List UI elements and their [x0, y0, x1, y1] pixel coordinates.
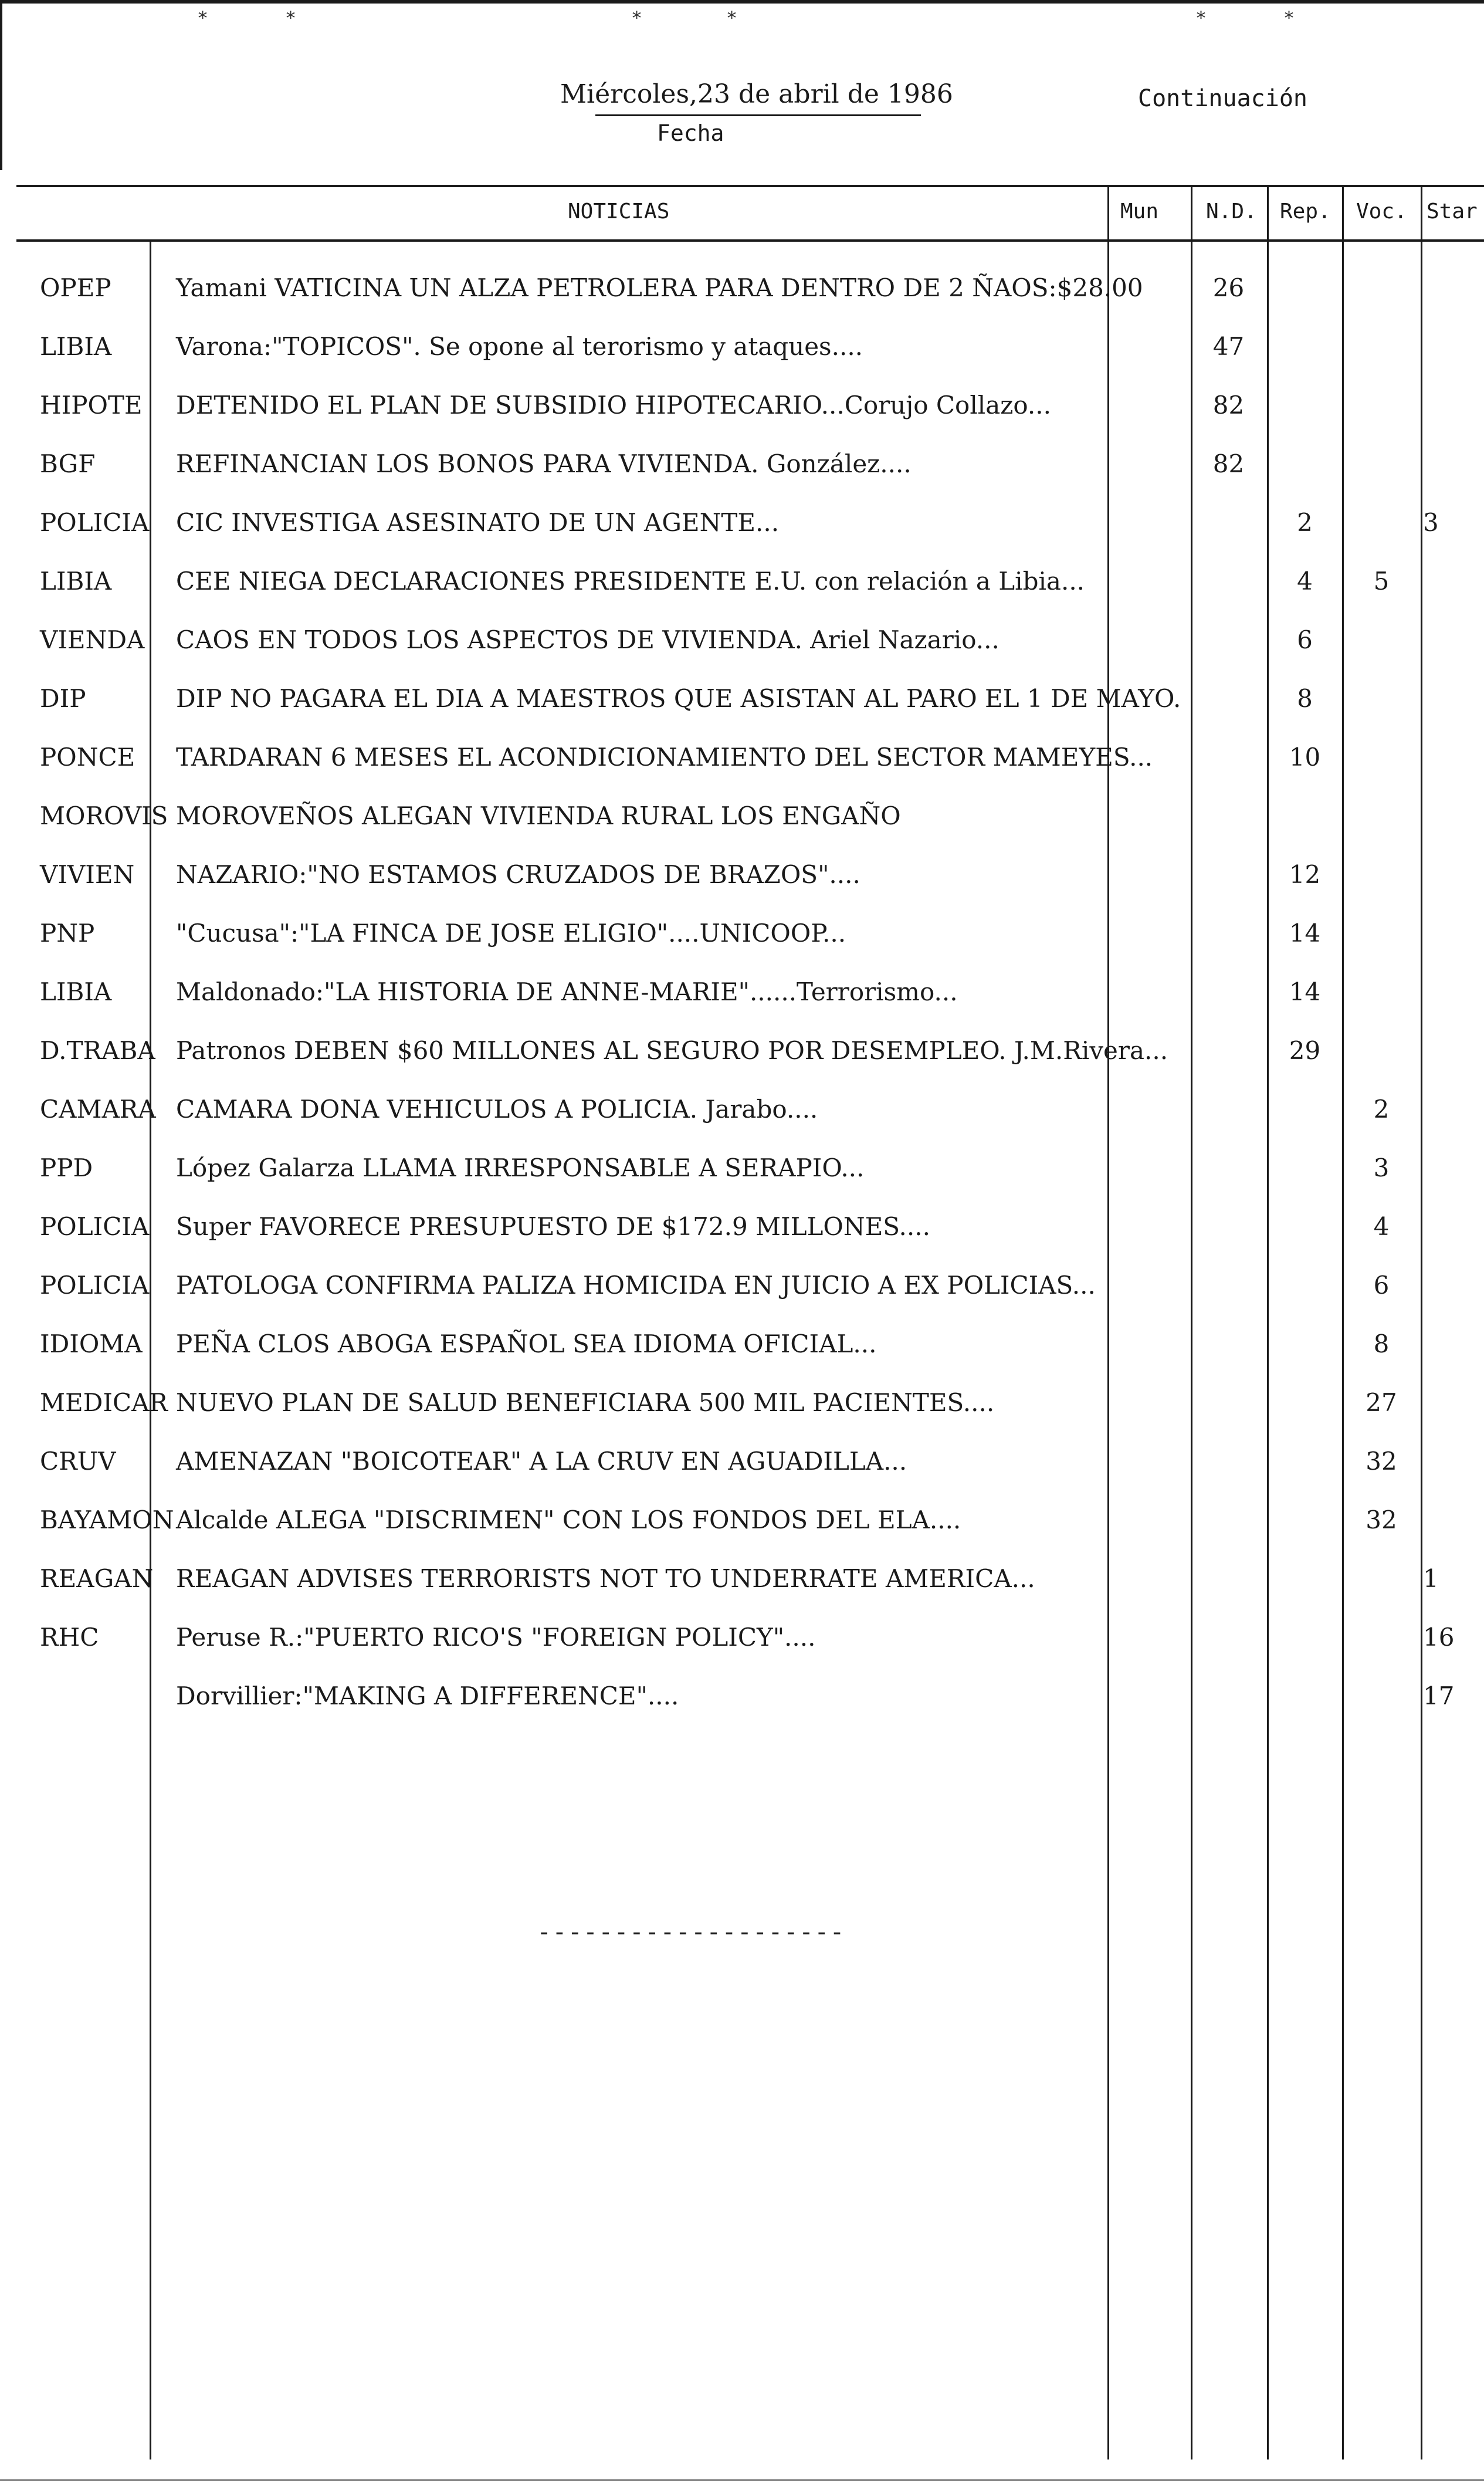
- row-voc-page: 2: [1373, 1095, 1390, 1124]
- table-row: [0, 625, 1484, 684]
- row-nd-page: 82: [1212, 391, 1245, 419]
- row-headline: CAOS EN TODOS LOS ASPECTOS DE VIVIENDA. Ariel Nazario...: [176, 625, 1000, 654]
- table-row: [0, 567, 1484, 625]
- row-label: LIBIA: [40, 567, 112, 596]
- scan-mark: *: [1197, 8, 1205, 29]
- row-headline: Maldonado:"LA HISTORIA DE ANNE-MARIE"......Terrorismo...: [176, 977, 958, 1006]
- row-headline: Peruse R.:"PUERTO RICO'S "FOREIGN POLICY"....: [176, 1623, 816, 1652]
- row-label: PONCE: [40, 743, 135, 772]
- row-label: OPEP: [40, 273, 111, 302]
- row-label: D.TRABA: [40, 1036, 155, 1065]
- row-headline: López Galarza LLAMA IRRESPONSABLE A SERAPIO...: [176, 1153, 865, 1182]
- row-headline: Patronos DEBEN $60 MILLONES AL SEGURO POR DESEMPLEO. J.M.Rivera...: [176, 1036, 1168, 1065]
- row-headline: TARDARAN 6 MESES EL ACONDICIONAMIENTO DEL SECTOR MAMEYES...: [176, 743, 1153, 772]
- table-header-rule: [16, 239, 1484, 242]
- row-headline: CAMARA DONA VEHICULOS A POLICIA. Jarabo....: [176, 1095, 818, 1124]
- row-label: MEDICAR: [40, 1388, 168, 1417]
- table-row: [0, 743, 1484, 801]
- table-row: [0, 684, 1484, 743]
- row-star-page: 16: [1423, 1623, 1455, 1652]
- table-row: [0, 1505, 1484, 1564]
- row-rep-page: 10: [1289, 743, 1321, 772]
- row-label: HIPOTE: [40, 391, 143, 419]
- row-voc-page: 32: [1366, 1447, 1397, 1476]
- row-headline: CIC INVESTIGA ASESINATO DE UN AGENTE...: [176, 508, 780, 537]
- table-row: [0, 273, 1484, 332]
- row-label: POLICIA: [40, 1271, 150, 1300]
- row-rep-page: 6: [1297, 625, 1313, 654]
- row-voc-page: 27: [1366, 1388, 1397, 1417]
- table-row: [0, 332, 1484, 391]
- date-label: Fecha: [657, 120, 724, 146]
- row-label: IDIOMA: [40, 1329, 143, 1358]
- row-label: VIENDA: [40, 625, 145, 654]
- row-headline: DETENIDO EL PLAN DE SUBSIDIO HIPOTECARIO...Corujo Collazo...: [176, 391, 1051, 419]
- row-voc-page: 3: [1373, 1153, 1390, 1182]
- row-label: LIBIA: [40, 332, 112, 361]
- left-edge-line: [0, 0, 2, 170]
- row-label: CAMARA: [40, 1095, 156, 1124]
- table-row: [0, 860, 1484, 919]
- row-star-page: 17: [1423, 1682, 1455, 1710]
- row-headline: CEE NIEGA DECLARACIONES PRESIDENTE E.U. con relación a Libia...: [176, 567, 1085, 596]
- table-row: [0, 508, 1484, 567]
- date-underline: [595, 114, 921, 116]
- table-row: [0, 801, 1484, 860]
- scan-mark: *: [727, 8, 736, 29]
- row-voc-page: 32: [1366, 1505, 1397, 1534]
- table-row: [0, 1447, 1484, 1505]
- row-label: DIP: [40, 684, 86, 713]
- row-label: RHC: [40, 1623, 99, 1652]
- table-row: [0, 977, 1484, 1036]
- row-headline: NAZARIO:"NO ESTAMOS CRUZADOS DE BRAZOS"....: [176, 860, 860, 889]
- bottom-edge-line: [0, 2479, 1484, 2481]
- table-top-rule: [16, 185, 1484, 187]
- row-label: VIVIEN: [40, 860, 135, 889]
- row-rep-page: 14: [1289, 977, 1321, 1006]
- row-headline: Yamani VATICINA UN ALZA PETROLERA PARA DENTRO DE 2 ÑAOS:$28.00: [176, 273, 1143, 302]
- table-row: [0, 1095, 1484, 1153]
- row-nd-page: 26: [1212, 273, 1245, 302]
- row-headline: Dorvillier:"MAKING A DIFFERENCE"....: [176, 1682, 679, 1710]
- row-label: PNP: [40, 919, 95, 948]
- row-headline: REAGAN ADVISES TERRORISTS NOT TO UNDERRATE AMERICA...: [176, 1564, 1035, 1593]
- row-rep-page: 14: [1289, 919, 1321, 948]
- header-star: Star: [1427, 199, 1478, 224]
- table-row: [0, 1153, 1484, 1212]
- table-row: [0, 1271, 1484, 1329]
- scan-mark: *: [632, 8, 641, 29]
- row-label: MOROVIS: [40, 801, 168, 830]
- row-star-page: 3: [1423, 508, 1439, 537]
- row-rep-page: 12: [1289, 860, 1321, 889]
- row-nd-page: 82: [1212, 449, 1245, 478]
- row-headline: Alcalde ALEGA "DISCRIMEN" CON LOS FONDOS DEL ELA....: [176, 1505, 961, 1534]
- row-label: LIBIA: [40, 977, 112, 1006]
- table-row: [0, 1212, 1484, 1271]
- continuation-label: Continuación: [1138, 85, 1307, 112]
- row-headline: DIP NO PAGARA EL DIA A MAESTROS QUE ASISTAN AL PARO EL 1 DE MAYO.: [176, 684, 1181, 713]
- top-border-line: [0, 0, 1484, 4]
- row-star-page: 1: [1423, 1564, 1439, 1593]
- table-row: [0, 449, 1484, 508]
- end-divider: --------------------: [537, 1917, 845, 1946]
- scan-mark: *: [1285, 8, 1293, 29]
- scan-mark: *: [286, 8, 295, 29]
- row-headline: MOROVEÑOS ALEGAN VIVIENDA RURAL LOS ENGAÑO: [176, 801, 901, 830]
- row-headline: Super FAVORECE PRESUPUESTO DE $172.9 MILLONES....: [176, 1212, 930, 1241]
- row-headline: NUEVO PLAN DE SALUD BENEFICIARA 500 MIL PACIENTES....: [176, 1388, 995, 1417]
- row-label: REAGAN: [40, 1564, 154, 1593]
- document-date: Miércoles,23 de abril de 1986: [560, 79, 953, 109]
- row-label: PPD: [40, 1153, 93, 1182]
- table-row: [0, 391, 1484, 449]
- row-rep-page: 8: [1297, 684, 1313, 713]
- table-row: [0, 1623, 1484, 1682]
- header-noticias: NOTICIAS: [568, 199, 670, 224]
- table-row: [0, 919, 1484, 977]
- row-headline: PATOLOGA CONFIRMA PALIZA HOMICIDA EN JUICIO A EX POLICIAS...: [176, 1271, 1096, 1300]
- header-mun: Mun: [1120, 199, 1159, 224]
- row-rep-page: 2: [1297, 508, 1313, 537]
- header-voc: Voc.: [1356, 199, 1407, 224]
- table-row: [0, 1036, 1484, 1095]
- row-voc-page: 4: [1373, 1212, 1390, 1241]
- row-label: CRUV: [40, 1447, 116, 1476]
- row-label: POLICIA: [40, 508, 150, 537]
- row-voc-page: 6: [1373, 1271, 1390, 1300]
- row-label: BAYAMON: [40, 1505, 174, 1534]
- row-rep-page: 4: [1297, 567, 1313, 596]
- row-headline: REFINANCIAN LOS BONOS PARA VIVIENDA. González....: [176, 449, 912, 478]
- header-nd: N.D.: [1206, 199, 1257, 224]
- table-row: [0, 1564, 1484, 1623]
- row-label: BGF: [40, 449, 96, 478]
- row-headline: Varona:"TOPICOS". Se opone al terorismo y ataques....: [176, 332, 863, 361]
- row-nd-page: 47: [1212, 332, 1245, 361]
- table-row: [0, 1682, 1484, 1740]
- scan-mark: *: [198, 8, 207, 29]
- header-rep: Rep.: [1280, 199, 1331, 224]
- row-headline: "Cucusa":"LA FINCA DE JOSE ELIGIO"....UNICOOP...: [176, 919, 846, 948]
- row-voc-page: 5: [1373, 567, 1390, 596]
- row-rep-page: 29: [1289, 1036, 1321, 1065]
- row-headline: AMENAZAN "BOICOTEAR" A LA CRUV EN AGUADILLA...: [176, 1447, 907, 1476]
- table-row: [0, 1329, 1484, 1388]
- row-headline: PEÑA CLOS ABOGA ESPAÑOL SEA IDIOMA OFICIAL...: [176, 1329, 877, 1358]
- row-label: POLICIA: [40, 1212, 150, 1241]
- table-row: [0, 1388, 1484, 1447]
- row-voc-page: 8: [1373, 1329, 1390, 1358]
